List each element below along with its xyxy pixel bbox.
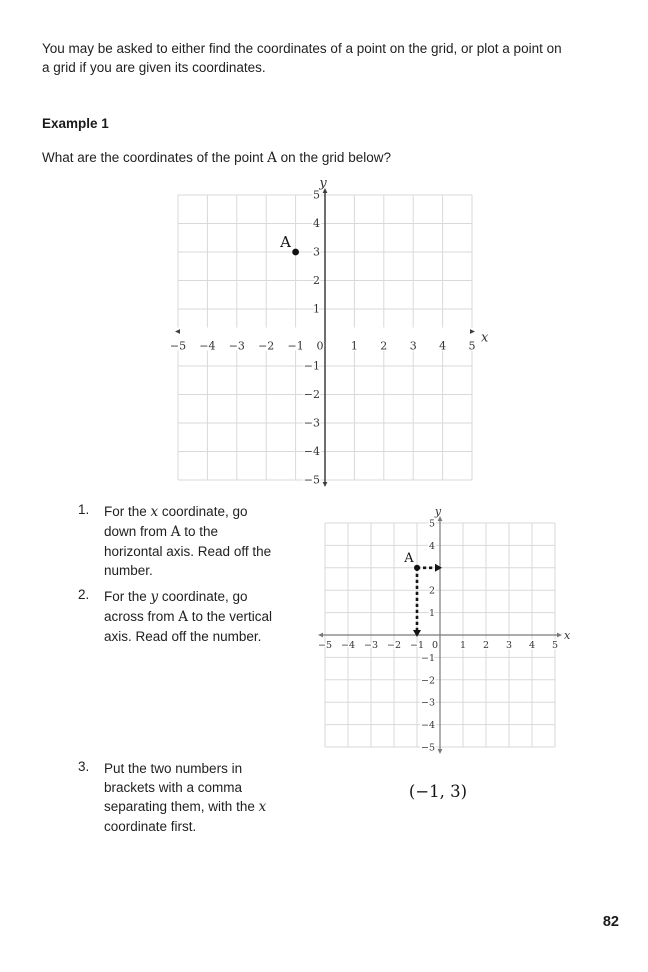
svg-text:3: 3	[505, 640, 513, 651]
svg-text:y: y	[319, 176, 327, 191]
svg-text:−5: −5	[169, 339, 187, 353]
svg-text:A: A	[404, 550, 414, 566]
svg-text:−3: −3	[228, 339, 245, 353]
svg-text:−2: −2	[386, 640, 402, 651]
step-number: 2.	[78, 587, 90, 602]
svg-text:−3: −3	[303, 416, 320, 430]
svg-text:1: 1	[313, 302, 320, 316]
svg-text:x: x	[564, 629, 571, 642]
svg-text:−3: −3	[420, 697, 435, 709]
example-heading: Example 1	[42, 116, 109, 131]
step-number: 3.	[78, 759, 90, 774]
svg-text:−5: −5	[303, 473, 320, 487]
answer-coordinates: (−1, 3)	[408, 782, 468, 801]
svg-text:x: x	[481, 330, 489, 346]
svg-text:2: 2	[428, 585, 435, 597]
svg-text:5: 5	[428, 518, 435, 530]
svg-text:−5: −5	[420, 742, 435, 754]
step-text: For the x coordinate, go down from A to the horizontal axis. Read off the number.	[104, 504, 272, 578]
svg-text:4: 4	[313, 217, 320, 230]
svg-text:−4: −4	[303, 445, 320, 458]
svg-text:−4: −4	[199, 339, 216, 353]
svg-text:1: 1	[350, 339, 358, 353]
svg-text:2: 2	[482, 640, 490, 651]
svg-text:−2: −2	[420, 675, 435, 687]
svg-text:5: 5	[313, 188, 320, 202]
svg-text:−4: −4	[420, 720, 435, 732]
svg-text:y: y	[434, 505, 442, 518]
svg-text:4: 4	[428, 540, 435, 552]
svg-text:1: 1	[428, 608, 435, 620]
svg-text:−2: −2	[258, 339, 275, 353]
steps-grid-chart	[310, 498, 578, 756]
svg-text:4: 4	[439, 339, 447, 353]
svg-text:−1: −1	[287, 339, 304, 353]
step-text: Put the two numbers in brackets with a comma separating them, with the x coordinate first.	[104, 761, 267, 834]
step-text: For the y coordinate, go across from A to the vertical axis. Read off the number.	[104, 589, 273, 644]
svg-text:5: 5	[551, 640, 559, 651]
svg-text:3: 3	[313, 245, 320, 259]
svg-text:−5: −5	[317, 640, 333, 651]
svg-text:A: A	[280, 233, 292, 251]
step-number: 1.	[78, 502, 90, 517]
svg-text:5: 5	[468, 339, 476, 353]
svg-text:−1: −1	[409, 640, 425, 651]
svg-text:0: 0	[431, 640, 439, 651]
main-grid-chart	[160, 176, 496, 490]
svg-text:4: 4	[528, 640, 536, 651]
svg-text:−4: −4	[340, 640, 356, 651]
svg-text:2: 2	[380, 339, 388, 353]
question-text: What are the coordinates of the point A on the grid below?	[42, 150, 391, 166]
svg-text:1: 1	[459, 640, 467, 651]
svg-text:3: 3	[409, 339, 417, 353]
svg-text:2: 2	[313, 274, 320, 287]
svg-text:−1: −1	[420, 652, 435, 664]
svg-text:−2: −2	[303, 388, 320, 401]
intro-paragraph: You may be asked to either find the coordinates of a point on the grid, or plot a point on a grid if you are given its coordinates.	[42, 41, 562, 75]
svg-text:−1: −1	[303, 359, 320, 373]
svg-text:0: 0	[316, 339, 324, 353]
svg-text:−3: −3	[363, 640, 379, 651]
page-number: 82	[602, 914, 619, 930]
